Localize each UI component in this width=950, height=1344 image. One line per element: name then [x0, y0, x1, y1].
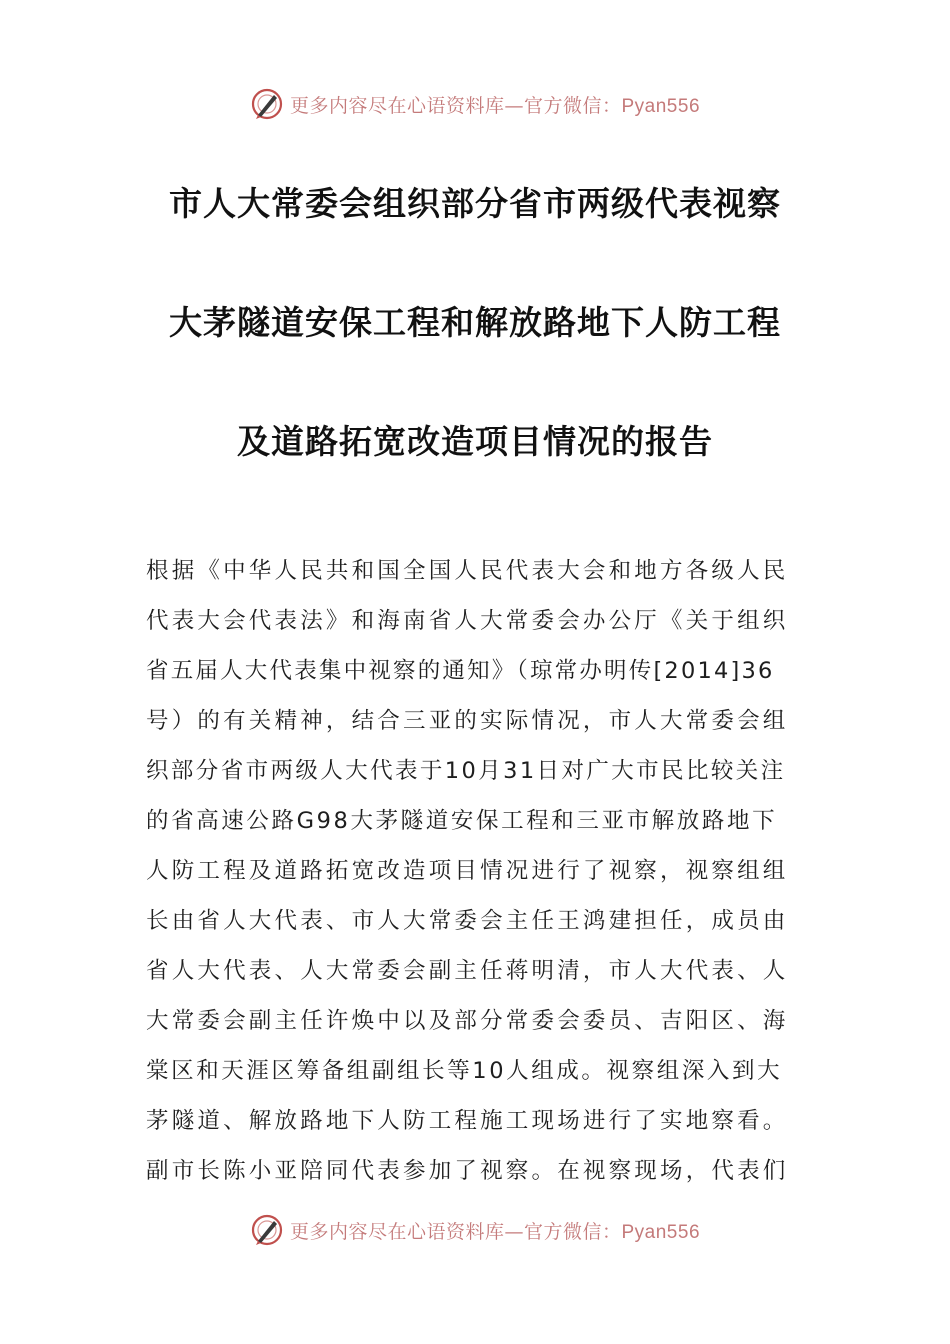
report-body-paragraph: [146, 546, 806, 1196]
watermark-text: [290, 91, 700, 118]
body-line: 长由省人大代表、市人大常委会主任王鸿建担任，成员由: [146, 908, 789, 934]
body-line: 人防工程及道路拓宽改造项目情况进行了视察，视察组组: [146, 858, 789, 884]
body-line: 棠区和天涯区筹备组副组长等10人组成。视察组深入到大: [146, 1058, 783, 1084]
watermark-label: 更多内容尽在心语资料库—官方微信：: [289, 94, 622, 117]
body-line: 省五届人大代表集中视察的通知》（琼常办明传[2014]36: [146, 658, 775, 684]
watermark-wechat-id: Pyan556: [621, 95, 701, 117]
body-line: 的省高速公路G98大茅隧道安保工程和三亚市解放路地下: [146, 808, 778, 834]
pen-logo-icon: [250, 1213, 284, 1247]
watermark-header: [0, 84, 950, 124]
body-line: 大常委会副主任许焕中以及部分常委会委员、吉阳区、海: [146, 1008, 789, 1034]
body-line: 织部分省市两级人大代表于10月31日对广大市民比较关注: [146, 758, 786, 784]
body-line: 省人大代表、人大常委会副主任蒋明清，市人大代表、人: [146, 958, 789, 984]
body-line: 号）的有关精神，结合三亚的实际情况，市人大常委会组: [146, 708, 789, 734]
pen-logo-icon: [250, 87, 284, 121]
watermark-text: [290, 1217, 700, 1244]
body-line: 茅隧道、解放路地下人防工程施工现场进行了实地察看。: [146, 1108, 789, 1134]
report-title-line-3: 及道路拓宽改造项目情况的报告: [237, 422, 713, 461]
report-title-line-2: 大茅隧道安保工程和解放路地下人防工程: [169, 303, 781, 342]
watermark-wechat-id: Pyan556: [621, 1221, 701, 1243]
watermark-footer: [0, 1210, 950, 1250]
watermark-label: 更多内容尽在心语资料库—官方微信：: [289, 1220, 622, 1243]
report-title-line-1: 市人大常委会组织部分省市两级代表视察: [169, 184, 781, 223]
body-line: 副市长陈小亚陪同代表参加了视察。在视察现场，代表们: [146, 1158, 789, 1184]
body-line: 代表大会代表法》和海南省人大常委会办公厅《关于组织: [146, 608, 789, 634]
body-line: 根据《中华人民共和国全国人民代表大会和地方各级人民: [146, 558, 789, 584]
